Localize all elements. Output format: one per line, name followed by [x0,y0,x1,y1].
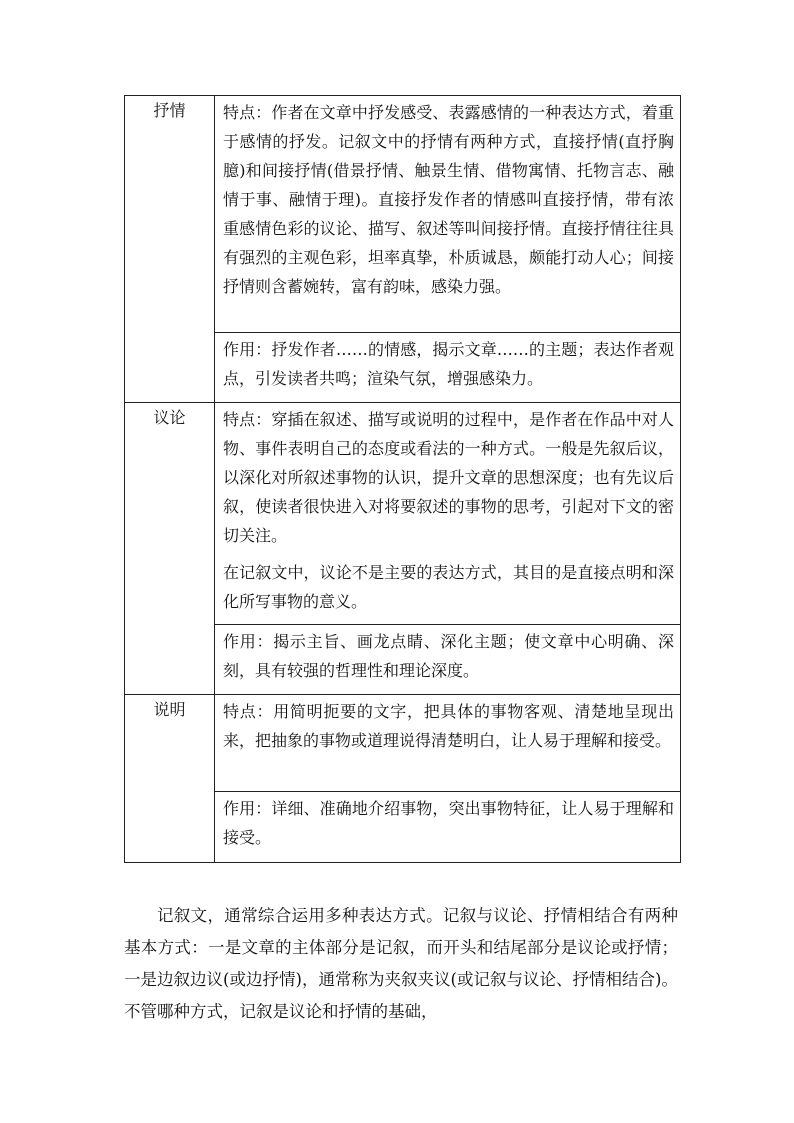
row-label-argument: 议论 [125,403,215,695]
lyric-feature-text: 特点：作者在文章中抒发感受、表露感情的一种表达方式，着重于感情的抒发。记叙文中的抒情有两种方式，直接抒情(直抒胸臆)和间接抒情(借景抒情、触景生情、借物寓情、托物言志、融情于事、融情于理)。直接抒发作者的情感叫直接抒情，带有浓重感情色彩的议论、描写、叙述等叫间接抒情。直接抒情往往具有强烈的主观色彩，坦率真挚，朴质诚恳，颇能打动人心；间接抒情则含蓄婉转，富有韵味，感染力强。 [223,103,674,296]
argument-feature-text-2: 在记叙文中，议论不是主要的表达方式，其目的是直接点明和深化所写事物的意义。 [223,563,674,611]
body-paragraph: 记叙文，通常综合运用多种表达方式。记叙与议论、抒情相结合有两种基本方式：一是文章的主体部分是记叙，而开头和结尾部分是议论或抒情；一是边叙边议(或边抒情)，通常称为夹叙夹议(或记叙与议论、抒情相结合)。不管哪种方式，记叙是议论和抒情的基础， [124,906,678,1021]
lyric-effect-cell [215,333,681,403]
exposition-effect-cell [215,792,681,863]
exposition-feature-cell [215,695,681,792]
table-row [125,96,681,333]
expression-modes-table [124,95,681,863]
table-row [125,403,681,625]
exposition-feature-text: 特点：用简明扼要的文字，把具体的事物客观、清楚地呈现出来，把抽象的事物或道理说得清楚明白，让人易于理解和接受。 [223,702,674,750]
lyric-feature-cell [215,96,681,333]
argument-feature-text: 特点：穿插在叙述、描写或说明的过程中，是作者在作品中对人物、事件表明自己的态度或看法的一种方式。一般是先叙后议，以深化对所叙述事物的认识，提升文章的思想深度；也有先议后叙，使读者很快进入对将要叙述的事物的思考，引起对下文的密切关注。 [223,410,674,545]
argument-feature-cell [215,403,681,625]
argument-effect-text: 作用：揭示主旨、画龙点睛、深化主题；使文章中心明确、深刻，具有较强的哲理性和理论深度。 [223,632,674,680]
row-label-exposition: 说明 [125,695,215,863]
table-row [125,695,681,792]
row-label-lyric: 抒情 [125,96,215,403]
argument-effect-cell [215,625,681,695]
exposition-effect-text: 作用：详细、准确地介绍事物，突出事物特征，让人易于理解和接受。 [223,799,674,847]
lyric-effect-text: 作用：抒发作者……的情感，揭示文章……的主题；表达作者观点，引发读者共鸣；渲染气氛，增强感染力。 [223,340,674,388]
